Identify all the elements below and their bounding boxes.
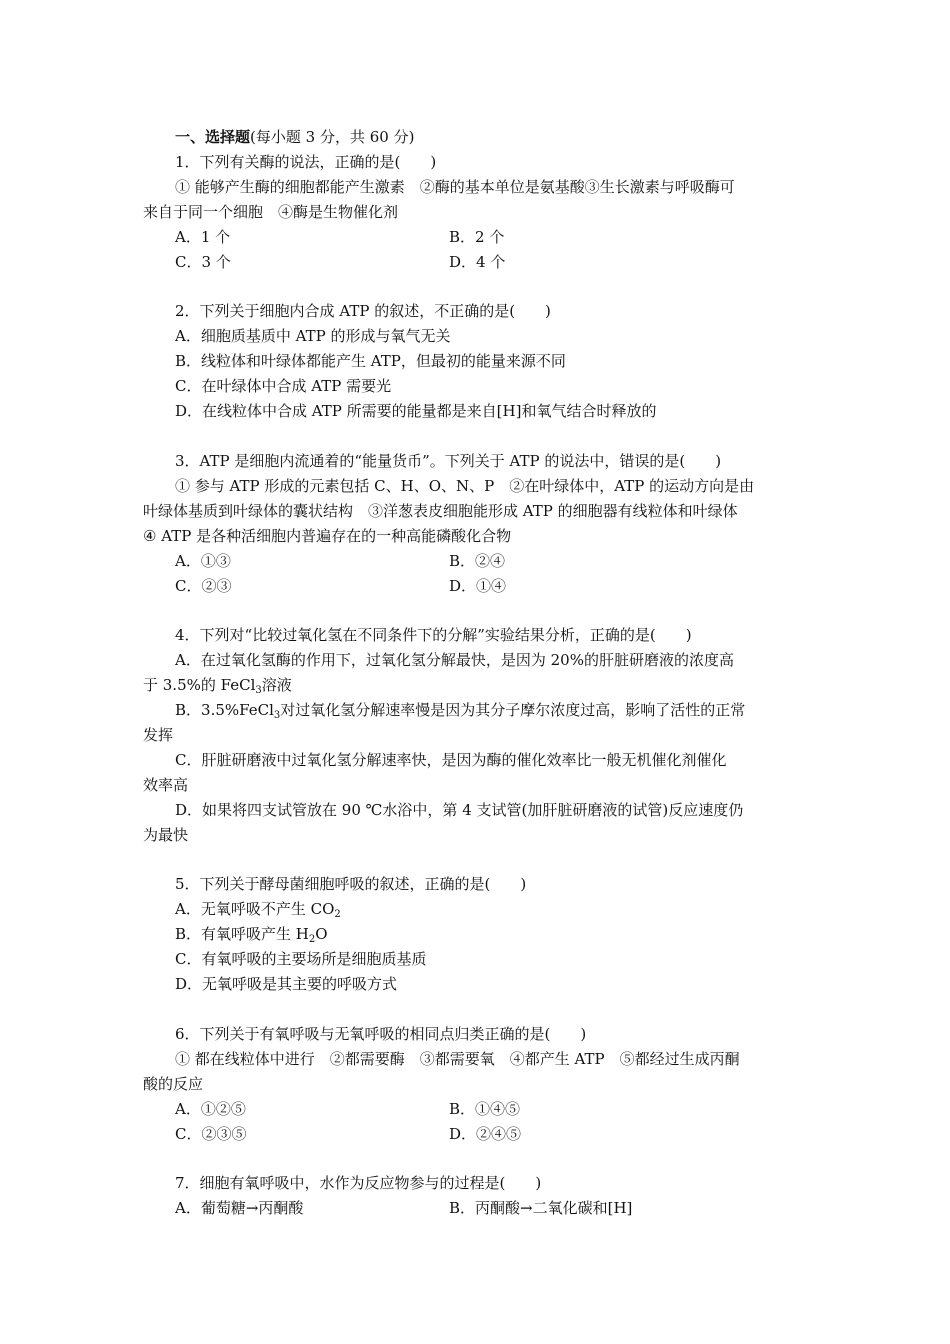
q4-option-d-line1: D．如果将四支试管放在 90 ℃水浴中，第 4 支试管(加肝脏研磨液的试管)反应速度仍 [175, 801, 744, 819]
q1-option-c: C．3 个 [175, 253, 231, 271]
q4-option-c-line2: 效率高 [143, 776, 189, 794]
q5-option-a [175, 899, 341, 919]
q4-option-a-line2 [143, 675, 292, 695]
q4-option-c-line1: C．肝脏研磨液中过氧化氢分解速率快，是因为酶的催化效率比一般无机催化剂催化 [175, 751, 727, 769]
q1-option-d: D．4 个 [449, 253, 506, 271]
q6-option-d: D．②④⑤ [449, 1125, 522, 1143]
q5-option-b [175, 924, 328, 944]
q4-option-d-line2: 为最快 [143, 826, 189, 844]
q3-option-b: B．②④ [449, 552, 506, 570]
q7-option-b: B．丙酮酸→二氧化碳和[H] [449, 1199, 633, 1217]
q4-option-b-line1 [175, 700, 745, 720]
q2-stem: 2．下列关于细胞内合成 ATP 的叙述，不正确的是( ) [175, 302, 551, 320]
q4-option-b-subscript: 3 [273, 710, 281, 721]
q6-statements-line2: 酸的反应 [143, 1075, 204, 1093]
q6-option-a: A．①②⑤ [175, 1100, 246, 1118]
q1-option-a: A．1 个 [175, 228, 231, 246]
q1-stem: 1．下列有关酶的说法，正确的是( ) [175, 153, 437, 171]
q3-statements-line2: 叶绿体基质到叶绿体的囊状结构 ③洋葱表皮细胞能形成 ATP 的细胞器有线粒体和叶绿体 [143, 502, 738, 520]
q6-option-b: B．①④⑤ [449, 1100, 521, 1118]
q4-option-a-subscript: 3 [255, 685, 262, 696]
q4-option-a-text: 于 3.5%的 FeCl [143, 676, 256, 694]
q1-option-b: B．2 个 [449, 228, 505, 246]
section-heading [175, 127, 414, 147]
q5-option-a-text: A．无氧呼吸不产生 CO [175, 900, 335, 918]
q5-option-d: D．无氧呼吸是其主要的呼吸方式 [175, 975, 398, 993]
q5-option-a-subscript: 2 [334, 909, 341, 920]
q5-stem: 5．下列关于酵母菌细胞呼吸的叙述，正确的是( ) [175, 875, 527, 893]
q1-statements-line1: ① 能够产生酶的细胞都能产生激素 ②酶的基本单位是氨基酸③生长激素与呼吸酶可 [175, 178, 735, 196]
q5-option-b-tail: O [315, 925, 328, 943]
q4-option-a-line1: A．在过氧化氢酶的作用下，过氧化氢分解最快，是因为 20%的肝脏研磨液的浓度高 [175, 651, 734, 669]
q5-option-c: C．有氧呼吸的主要场所是细胞质基质 [175, 950, 427, 968]
q4-option-b-text: B．3.5%FeCl [175, 701, 274, 719]
q3-option-a: A．①③ [175, 552, 231, 570]
q6-option-c: C．②③⑤ [175, 1125, 247, 1143]
q7-option-a: A．葡萄糖→丙酮酸 [175, 1199, 304, 1217]
q2-option-d: D．在线粒体中合成 ATP 所需要的能量都是来自[H]和氧气结合时释放的 [175, 402, 657, 420]
q6-statements-line1: ① 都在线粒体中进行 ②都需要酶 ③都需要氧 ④都产生 ATP ⑤都经过生成丙酮 [175, 1050, 740, 1068]
q4-option-a-tail: 溶液 [261, 676, 292, 694]
q7-stem: 7．细胞有氧呼吸中，水作为反应物参与的过程是( ) [175, 1174, 542, 1192]
q4-option-b-line2: 发挥 [143, 726, 174, 744]
q6-stem: 6．下列关于有氧呼吸与无氧呼吸的相同点归类正确的是( ) [175, 1025, 587, 1043]
q5-option-b-subscript: 2 [308, 934, 316, 945]
q5-option-b-text: B．有氧呼吸产生 H [175, 925, 309, 943]
q3-option-d: D．①④ [449, 577, 507, 595]
q4-stem: 4．下列对“比较过氧化氢在不同条件下的分解”实验结果分析，正确的是( ) [175, 626, 692, 644]
q3-option-c: C．②③ [175, 577, 232, 595]
section-title: 一、选择题 [175, 128, 251, 146]
q3-stem: 3．ATP 是细胞内流通着的“能量货币”。下列关于 ATP 的说法中，错误的是( ) [175, 452, 722, 470]
section-note: (每小题 3 分，共 60 分) [250, 128, 415, 146]
q2-option-b: B．线粒体和叶绿体都能产生 ATP，但最初的能量来源不同 [175, 352, 566, 370]
q3-statements-line1: ① 参与 ATP 形成的元素包括 C、H、O、N、P ②在叶绿体中，ATP 的运动方向是由 [175, 477, 755, 495]
q1-statements-line2: 来自于同一个细胞 ④酶是生物催化剂 [143, 203, 399, 221]
q3-statements-line3: ④ ATP 是各种活细胞内普遍存在的一种高能磷酸化合物 [143, 527, 512, 545]
q2-option-a: A．细胞质基质中 ATP 的形成与氧气无关 [175, 327, 451, 345]
q4-option-b-tail: 对过氧化氢分解速率慢是因为其分子摩尔浓度过高，影响了活性的正常 [280, 701, 746, 719]
q2-option-c: C．在叶绿体中合成 ATP 需要光 [175, 377, 392, 395]
